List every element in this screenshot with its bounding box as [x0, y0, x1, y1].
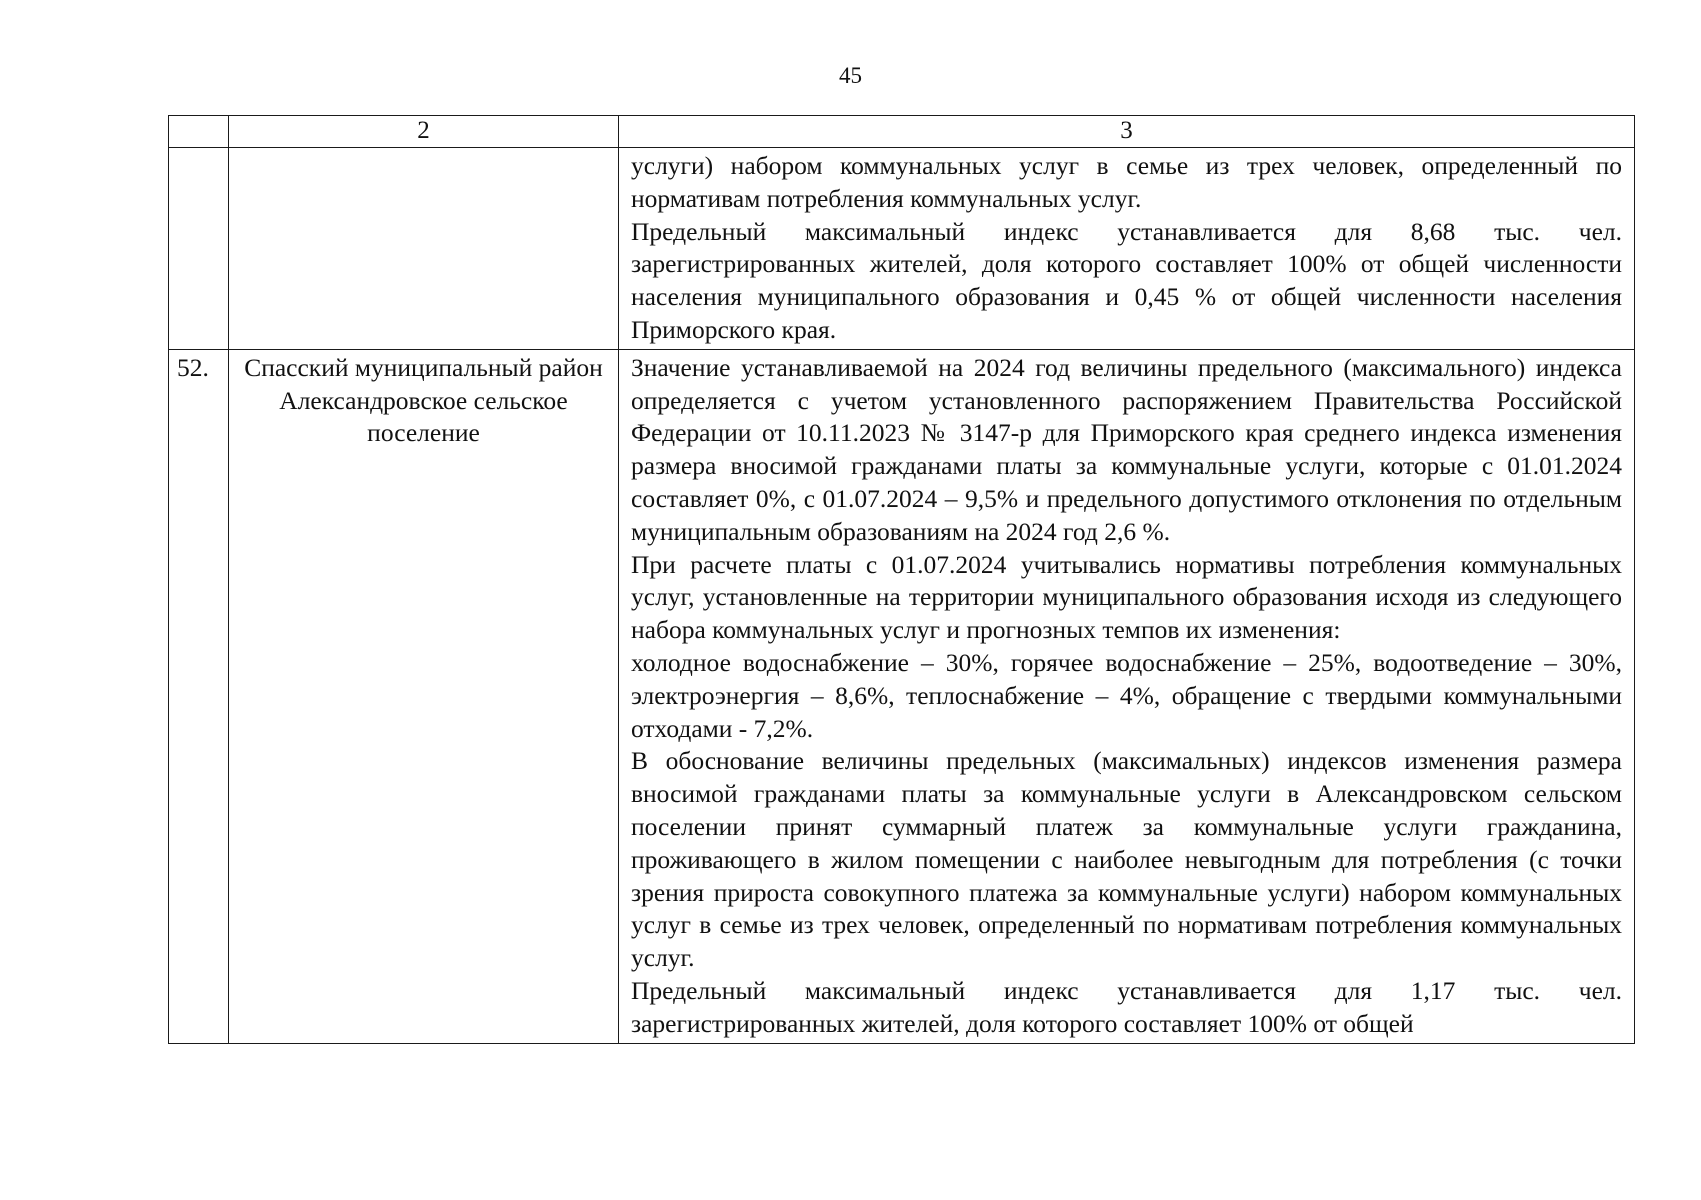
table-row — [169, 349, 1635, 1043]
table-header-row — [169, 116, 1635, 148]
paragraph: В обоснование величины предельных (максимальных) индексов изменения размера вносимой гражданами платы за коммунальные услуги в Александровском сельском поселении принят суммарный платеж за коммунальные услуги гражданина, проживающего в жилом помещении с наиболее невыгодным для потребления (с точки зрения прироста совокупного платежа за коммунальные услуги) набором коммунальных услуг в семье из трех человек, определенный по нормативам потребления коммунальных услуг. — [631, 746, 1622, 973]
description-cell — [619, 349, 1635, 1043]
paragraph: Предельный максимальный индекс устанавливается для 8,68 тыс. чел. зарегистрированных жителей, доля которого составляет 100% от общей численности населения муниципального образования и 0,45 % от общей численности населения Приморского края. — [631, 216, 1622, 344]
paragraph: При расчете платы с 01.07.2024 учитывались нормативы потребления коммунальных услуг, установленные на территории муниципального образования исходя из следующего набора коммунальных услуг и прогнозных темпов их изменения: — [631, 549, 1622, 645]
row-number-cell: 52. — [169, 349, 229, 1043]
table-row — [169, 148, 1635, 350]
header-col-3: 3 — [619, 116, 1635, 148]
page-number: 45 — [839, 63, 862, 88]
paragraph: Значение устанавливаемой на 2024 год величины предельного (максимального) индекса определяется с учетом установленного распоряжением Правительства Российской Федерации от 10.11.2023 № 3147-р для Приморского края среднего индекса изменения размера вносимой гражданами платы за коммунальные услуги, которые с 01.01.2024 составляет 0%, с 01.07.2024 – 9,5% и предельного допустимого отклонения по отдельным муниципальным образованиям на 2024 год 2,6 %. — [631, 352, 1622, 546]
paragraph: услуги) набором коммунальных услуг в семье из трех человек, определенный по нормативам потребления коммунальных услуг. — [631, 151, 1622, 213]
paragraph: холодное водоснабжение – 30%, горячее водоснабжение – 25%, водоотведение – 30%, электроэнергия – 8,6%, теплоснабжение – 4%, обращение с твердыми коммунальными отходами - 7,2%. — [631, 647, 1622, 743]
municipality-name-cell — [229, 148, 619, 350]
header-col-1 — [169, 116, 229, 148]
document-table — [168, 115, 1635, 1044]
municipality-name-cell: Спасский муниципальный район Александровское сельское поселение — [229, 349, 619, 1043]
header-col-2: 2 — [229, 116, 619, 148]
row-number-cell — [169, 148, 229, 350]
description-cell — [619, 148, 1635, 350]
paragraph: Предельный максимальный индекс устанавливается для 1,17 тыс. чел. зарегистрированных жителей, доля которого составляет 100% от общей — [631, 975, 1622, 1038]
